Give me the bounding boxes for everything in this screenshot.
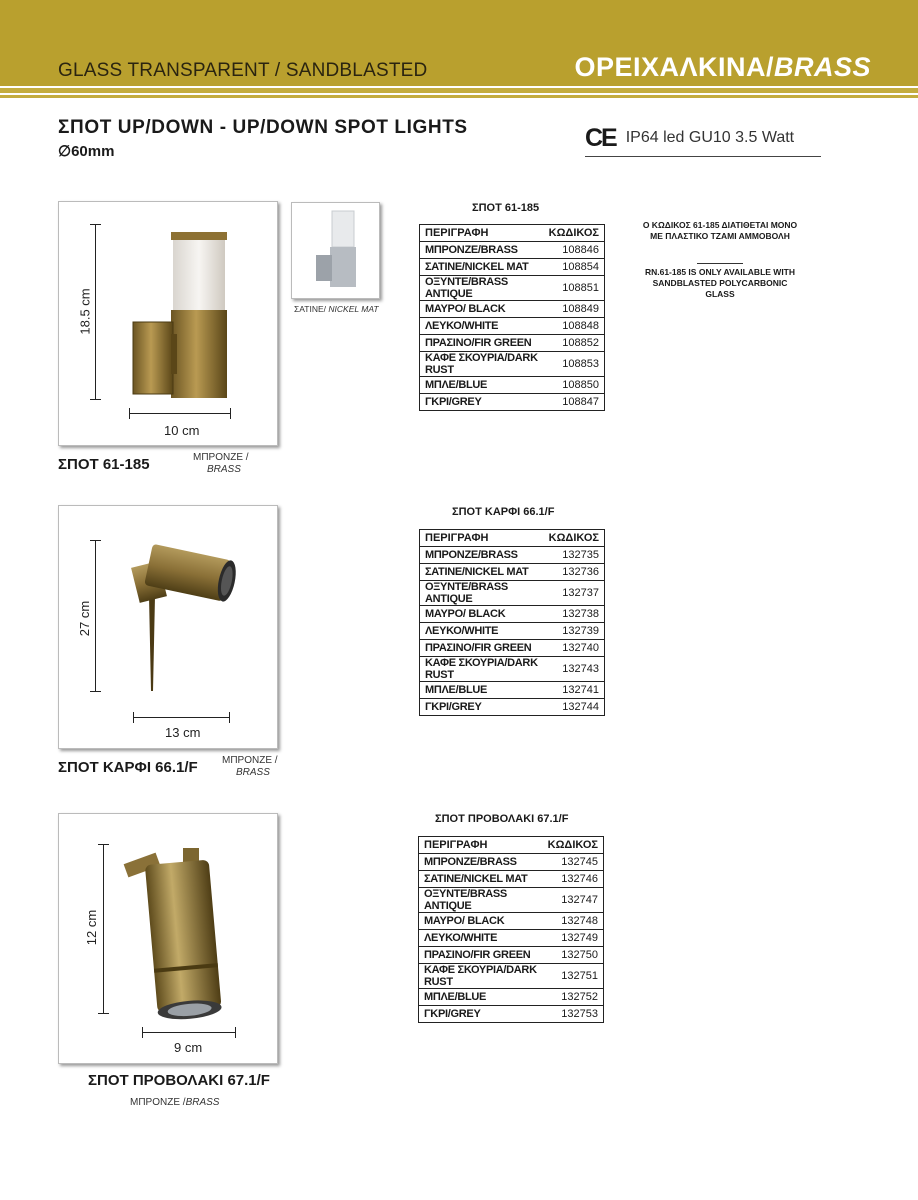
row-description: ΠΡΑΣΙΝΟ/FIR GREEN <box>419 947 543 964</box>
product-finish-67-1f <box>130 1097 219 1109</box>
table-row <box>420 623 605 640</box>
row-code: 132749 <box>543 930 604 947</box>
row-code: 132737 <box>544 581 605 606</box>
table-row <box>419 930 604 947</box>
row-code: 132741 <box>544 682 605 699</box>
row-code: 132751 <box>543 964 604 989</box>
col-desc: ΠΕΡΙΓΡΑΦΗ <box>419 837 543 854</box>
row-code: 132747 <box>543 888 604 913</box>
row-code: 132750 <box>543 947 604 964</box>
table-row <box>420 547 605 564</box>
row-code: 108847 <box>544 394 605 411</box>
product-name-66-1f: ΣΠΟΤ ΚΑΡΦΙ 66.1/F <box>58 759 198 776</box>
col-desc: ΠΕΡΙΓΡΑΦΗ <box>420 530 544 547</box>
row-description: ΜΑΥΡΟ/ BLACK <box>419 913 543 930</box>
height-dimension-label: 27 cm <box>77 600 93 637</box>
row-code: 132748 <box>543 913 604 930</box>
table-row <box>420 259 605 276</box>
row-description: ΟΞΥΝΤΕ/BRASS ANTIQUE <box>420 581 544 606</box>
row-description: ΜΠΛΕ/BLUE <box>420 377 544 394</box>
row-description: ΜΠΛΕ/BLUE <box>420 682 544 699</box>
spec-bar <box>585 120 821 157</box>
finish-english: BRASS <box>207 464 241 475</box>
row-code: 108849 <box>544 301 605 318</box>
row-description: ΛΕΥΚΟ/WHITE <box>420 318 544 335</box>
row-code: 132744 <box>544 699 605 716</box>
row-code: 108851 <box>544 276 605 301</box>
finish-english: BRASS <box>236 767 270 778</box>
row-description: ΣΑΤΙΝΕ/NICKEL MAT <box>420 259 544 276</box>
row-code: 108848 <box>544 318 605 335</box>
header-left-text: GLASS TRANSPARENT / SANDBLASTED <box>58 60 428 81</box>
row-description: ΜΑΥΡΟ/ BLACK <box>420 606 544 623</box>
product-finish-61-185 <box>193 452 249 476</box>
header-right-greek: ΟΡΕΙΧΑΛΚΙΝΑ/ <box>574 52 774 82</box>
height-dimension-label: 12 cm <box>84 909 100 946</box>
alt-caption-greek: ΣΑΤΙΝΕ/ <box>294 304 329 314</box>
width-dimension-line <box>129 413 231 414</box>
availability-note-greek: Ο ΚΩΔΙΚΟΣ 61-185 ΔΙΑΤΙΘΕΤΑΙ ΜΟΝΟ ΜΕ ΠΛΑΣΤΙΚΟ ΤΖΑΜΙ ΑΜΜΟΒΟΛΗ <box>642 220 798 241</box>
code-table-61-185 <box>419 224 605 411</box>
row-description: ΓΚΡΙ/GREY <box>419 1006 543 1023</box>
page-title: ΣΠΟΤ UP/DOWN - UP/DOWN SPOT LIGHTS <box>58 117 468 138</box>
product-name-61-185: ΣΠΟΤ 61-185 <box>58 456 150 473</box>
table-row <box>419 913 604 930</box>
width-dimension-label: 9 cm <box>174 1040 203 1055</box>
table-row <box>420 606 605 623</box>
row-code: 132738 <box>544 606 605 623</box>
row-code: 108853 <box>544 352 605 377</box>
table-row <box>419 888 604 913</box>
row-description: ΓΚΡΙ/GREY <box>420 699 544 716</box>
row-code: 132753 <box>543 1006 604 1023</box>
height-dimension-line <box>95 224 96 400</box>
table-row <box>420 640 605 657</box>
col-code: ΚΩΔΙΚΟΣ <box>543 837 604 854</box>
table-row <box>419 989 604 1006</box>
availability-note-english: RN.61-185 IS ONLY AVAILABLE WITH SANDBLASTED POLYCARBONIC GLASS <box>644 267 796 299</box>
table-row <box>420 682 605 699</box>
row-code: 132745 <box>543 854 604 871</box>
row-description: ΜΠΡΟΝΖΕ/BRASS <box>420 547 544 564</box>
row-description: ΚΑΦΕ ΣΚΟΥΡΙΑ/DARK RUST <box>419 964 543 989</box>
row-description: ΓΚΡΙ/GREY <box>420 394 544 411</box>
table-row <box>420 657 605 682</box>
table-row <box>419 1006 604 1023</box>
row-code: 108852 <box>544 335 605 352</box>
row-code: 108850 <box>544 377 605 394</box>
code-table-67-1f <box>418 836 604 1023</box>
height-dimension-label: 18.5 cm <box>77 288 93 335</box>
table-row <box>420 581 605 606</box>
table-title-61-185: ΣΠΟΤ 61-185 <box>472 202 540 214</box>
alt-caption-english: NICKEL MAT <box>328 304 379 314</box>
table-row <box>420 394 605 411</box>
table-row <box>420 564 605 581</box>
nickel-lamp-icon <box>292 203 379 298</box>
row-description: ΛΕΥΚΟ/WHITE <box>420 623 544 640</box>
col-code: ΚΩΔΙΚΟΣ <box>544 225 605 242</box>
table-row <box>420 352 605 377</box>
header-rule-thin <box>0 95 918 98</box>
alt-photo-nickel <box>291 202 380 299</box>
row-description: ΚΑΦΕ ΣΚΟΥΡΙΑ/DARK RUST <box>420 352 544 377</box>
col-code: ΚΩΔΙΚΟΣ <box>544 530 605 547</box>
width-dimension-line <box>133 717 230 718</box>
product-name-67-1f: ΣΠΟΤ ΠΡΟΒΟΛΑΚΙ 67.1/F <box>88 1072 270 1089</box>
table-row <box>420 242 605 259</box>
table-row <box>420 699 605 716</box>
width-dimension-label: 13 cm <box>165 725 201 740</box>
row-description: ΚΑΦΕ ΣΚΟΥΡΙΑ/DARK RUST <box>420 657 544 682</box>
table-title-66-1f: ΣΠΟΤ ΚΑΡΦΙ 66.1/F <box>452 506 555 518</box>
row-code: 132740 <box>544 640 605 657</box>
row-description: ΣΑΤΙΝΕ/NICKEL MAT <box>419 871 543 888</box>
code-table-66-1f <box>419 529 605 716</box>
row-description: ΟΞΥΝΤΕ/BRASS ANTIQUE <box>420 276 544 301</box>
table-row <box>419 854 604 871</box>
table-body <box>419 854 604 1023</box>
row-description: ΜΠΛΕ/BLUE <box>419 989 543 1006</box>
header-right-english: BRASS <box>773 52 871 82</box>
row-description: ΛΕΥΚΟ/WHITE <box>419 930 543 947</box>
table-row <box>420 301 605 318</box>
table-row <box>419 947 604 964</box>
note-divider <box>697 263 743 264</box>
row-code: 108854 <box>544 259 605 276</box>
table-title-67-1f: ΣΠΟΤ ΠΡΟΒΟΛΑΚΙ 67.1/F <box>435 813 569 825</box>
row-code: 132743 <box>544 657 605 682</box>
spec-text: IP64 led GU10 3.5 Watt <box>625 129 795 146</box>
width-dimension-line <box>142 1032 236 1033</box>
table-row <box>419 871 604 888</box>
diameter-label: ∅60mm <box>58 143 115 160</box>
table-body <box>420 547 605 716</box>
row-description: ΜΠΡΟΝΖΕ/BRASS <box>419 854 543 871</box>
row-code: 108846 <box>544 242 605 259</box>
ce-mark-icon: CE <box>585 123 616 152</box>
row-description: ΟΞΥΝΤΕ/BRASS ANTIQUE <box>419 888 543 913</box>
finish-greek: ΜΠΡΟΝΖΕ / <box>193 452 249 463</box>
table-row <box>420 276 605 301</box>
table-row <box>420 335 605 352</box>
row-description: ΜΠΡΟΝΖΕ/BRASS <box>420 242 544 259</box>
header-right-text <box>574 52 871 83</box>
finish-english: BRASS <box>185 1097 220 1108</box>
row-description: ΠΡΑΣΙΝΟ/FIR GREEN <box>420 640 544 657</box>
row-code: 132746 <box>543 871 604 888</box>
row-code: 132736 <box>544 564 605 581</box>
row-code: 132752 <box>543 989 604 1006</box>
table-row <box>420 318 605 335</box>
table-row <box>420 377 605 394</box>
finish-greek: ΜΠΡΟΝΖΕ / <box>222 755 278 766</box>
row-description: ΜΑΥΡΟ/ BLACK <box>420 301 544 318</box>
row-code: 132739 <box>544 623 605 640</box>
height-dimension-line <box>95 540 96 692</box>
height-dimension-line <box>103 844 104 1014</box>
product-finish-66-1f <box>222 755 278 779</box>
table-row <box>419 964 604 989</box>
row-code: 132735 <box>544 547 605 564</box>
table-body <box>420 242 605 411</box>
row-description: ΣΑΤΙΝΕ/NICKEL MAT <box>420 564 544 581</box>
col-desc: ΠΕΡΙΓΡΑΦΗ <box>420 225 544 242</box>
row-description: ΠΡΑΣΙΝΟ/FIR GREEN <box>420 335 544 352</box>
header-rule <box>0 88 918 93</box>
alt-photo-caption <box>294 303 379 315</box>
width-dimension-label: 10 cm <box>164 423 200 438</box>
finish-greek: ΜΠΡΟΝΖΕ / <box>130 1097 186 1108</box>
